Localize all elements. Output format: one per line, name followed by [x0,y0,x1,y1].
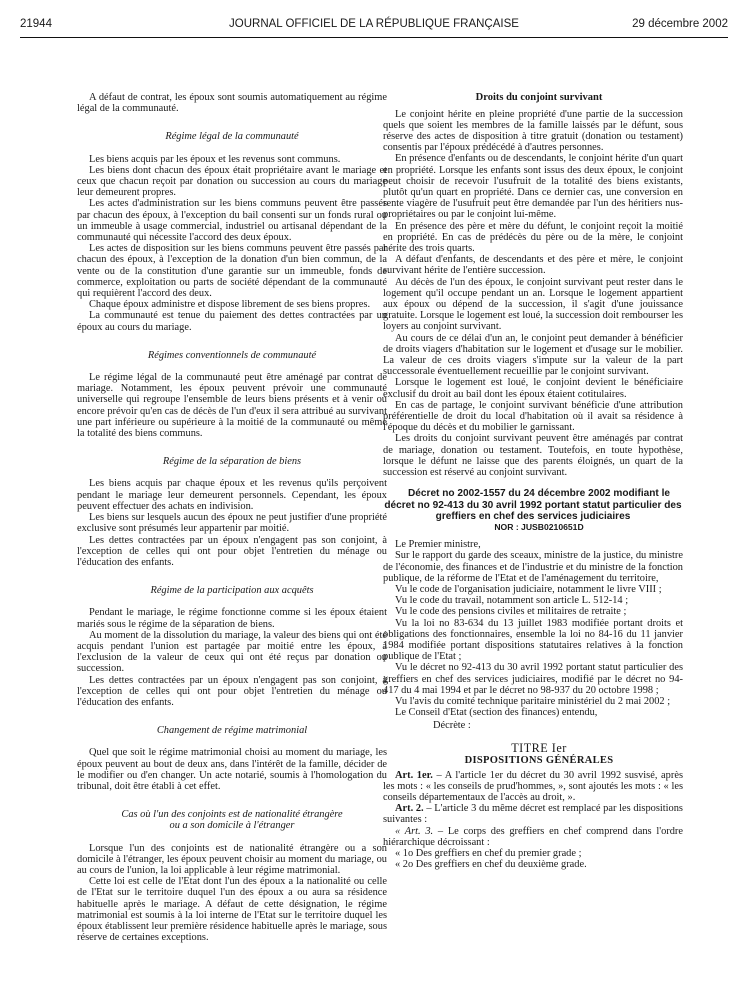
paragraph: Le Conseil d'Etat (section des finances) entendu, [395,707,598,719]
paragraph: En cas de partage, le conjoint survivant bénéficie d'une attribution préférentielle de droit du local d'habitation où il avait sa résidence à l'époque du décès et du mobilier le garnissant. [383,399,683,434]
page-number: 21944 [20,18,52,30]
article-label: « Art. 3. [395,825,434,837]
paragraph: Au cours de ce délai d'un an, le conjoint peut demander à bénéficier de droits viagers d'habitation sur le logement et d'usage sur le mobilier. La valeur de ces droits viagers s'impute sur la valeur de la part successorale éventuellement recueillie par le conjoint survivant. [383,332,683,378]
left-column [77,92,387,943]
paragraph: Quel que soit le régime matrimonial choisi au moment du mariage, les époux peuvent au bout de deux ans, dans l'intérêt de la famille, décider de le modifier ou d'en changer. Un acte notarié, soumis à l'homologation du tribunal, doit être établi à cet effet. [77,747,387,792]
section-heading: Régime de la séparation de biens [162,456,302,468]
vu-clause: Vu le décret no 92-413 du 30 avril 1992 portant statut particulier des greffiers en chef des services judiciaires, modifié par le décret no 94-417 du 4 mai 1994 et par le décret no 98-937 du 20 octobre 1998 ; [383,662,683,696]
paragraph: Le Premier ministre, [395,539,481,551]
paragraph: Sur le rapport du garde des sceaux, ministre de la justice, du ministre de l'économie, des finances et de l'industrie et du ministre de la fonction publique, de la réforme de l'Etat et de l'aménagement du territoire, [383,550,683,584]
paragraph: Les biens dont chacun des époux était propriétaire avant le mariage et ceux que chacun reçoit par donation ou succession au cours du mariage leur demeurent propres. [77,164,387,199]
vu-clause: Vu le code du travail, notamment son article L. 512-14 ; [395,595,629,607]
vu-clause: Vu la loi no 83-634 du 13 juillet 1983 modifiée portant droits et obligations des fonctionnaires, ensemble la loi no 84-16 du 11 janvier 1984 modifiée portant dispositions statutaires relatives à la fonction publique de l'Etat ; [383,617,683,663]
article-label: Art. 1er. [395,769,433,781]
decree-title: Décret no 2002-1557 du 24 décembre 2002 modifiant le décret no 92-413 du 30 avril 1992 portant statut particulier des greffiers en chef des services judiciaires [384,488,682,522]
paragraph: Les biens acquis par chaque époux et les revenus qu'ils perçoivent pendant le mariage leur demeurent personnels. Cependant, les époux peuvent effectuer des achats en indivision. [77,478,387,512]
paragraph: Le conjoint hérite en pleine propriété d'une partie de la succession quels que soient les membres de la famille laissés par le défunt, sous réserve des actes de disposition à titre gratuit (donation ou testament) consentis par l'époux prédécédé à d'autres personnes. [383,108,683,154]
article-label: Art. 2. [395,803,424,815]
paragraph: La communauté est tenue du paiement des dettes contractées par un époux au cours du mariage. [77,310,387,333]
section-heading-line2: ou a son domicile à l'étranger [169,820,295,832]
paragraph: Lorsque l'un des conjoints est de nationalité étrangère ou a son domicile à l'étranger, les époux peuvent choisir au moment du mariage, ou au cours de l'union, la loi applicable à leur régime matrimonial. [77,842,387,876]
publication-date: 29 décembre 2002 [632,18,728,30]
vu-clause: Vu le code des pensions civiles et militaires de retraite ; [395,606,627,618]
paragraph: Pendant le mariage, le régime fonctionne comme si les époux étaient mariés sous le régime de la séparation de biens. [77,607,387,630]
vu-clause: Vu le code de l'organisation judiciaire, notamment le livre VIII ; [395,583,662,595]
paragraph: Les dettes contractées par un époux n'engagent pas son conjoint, à l'exception de celles qui ont pour objet l'entretien du ménage ou l'éducation des enfants. [77,674,387,708]
titre-heading: TITRE Ier [511,740,567,755]
paragraph: Lorsque le logement est loué, le conjoint devient le bénéficiaire exclusif du droit au bail dont les époux étaient cotitulaires. [383,377,683,400]
article-3 [383,826,683,848]
section-heading: Régimes conventionnels de communauté [147,349,317,361]
paragraph: Les biens acquis par les époux et les revenus sont communs. [89,153,341,165]
decrete-label: Décrète : [433,720,471,732]
paragraph: Au décès de l'un des époux, le conjoint survivant peut rester dans le logement qu'il occupe pendant un an. Lorsque le logement appartient aux époux ou dépend de la succession, il s'agit d'une jouissance gratuite. Lorsque le logement est loué, la succession doit rembourser les loyers au conjoint survivant. [383,276,683,333]
paragraph: Les actes de disposition sur les biens communs peuvent être passés par chacun des époux, à l'exception de la donation d'un bien commun, de la vente ou de la constitution d'une garantie sur un immeuble, fonds de commerce, exploitation ou parts de société dépendant de la communauté qui requièrent l'accord des deux. [77,243,387,300]
paragraph: En présence d'enfants ou de descendants, le conjoint hérite d'un quart en propriété. Lorsque les enfants sont issus des deux époux, le conjoint peut choisir de recevoir l'usufruit de la totalité des biens existants, plutôt qu'un quart en propriété. Dans ce dernier cas, une conversion en rente viagère de l'usufruit peut être demandée par l'un des héritiers nus-propriétaires ou par le conjoint lui-même. [383,153,683,221]
paragraph: Les droits du conjoint survivant peuvent être aménagés par contrat de mariage, donation ou testament. Toutefois, en toute hypothèse, lorsque le défunt ne laisse que des parents éloignés, un quart de la succession est réservé au conjoint survivant. [383,433,683,478]
section-heading: Changement de régime matrimonial [156,725,308,737]
header-rule [20,37,728,38]
article-1 [383,770,683,804]
intro-paragraph: A défaut de contrat, les époux sont soumis automatiquement au régime légal de la communauté. [77,92,387,115]
list-item: « 1o Des greffiers en chef du premier grade ; [395,847,582,859]
article-text: – L'article 3 du même décret est remplacé par les dispositions suivantes : [383,803,683,826]
paragraph: En présence des père et mère du défunt, le conjoint reçoit la moitié en propriété. En cas de prédécès du père ou de la mère, le conjoint hérite des trois quarts. [383,220,683,254]
paragraph: Cette loi est celle de l'Etat dont l'un des époux a la nationalité ou celle de l'Etat sur le territoire duquel l'un des époux a ou aura sa résidence habituelle après le mariage. A défaut de cette désignation, le régime matrimonial est soumis à la loi interne de l'Etat sur le territoire duquel les époux établissent leur première résidence habituelle après le mariage, sous réserve de certaines exceptions. [77,876,387,944]
section-heading: Régime légal de la communauté [165,131,299,143]
paragraph: Les dettes contractées par un époux n'engagent pas son conjoint, à l'exception de celles qui ont pour objet l'entretien du ménage ou l'éducation des enfants. [77,534,387,568]
paragraph: Le régime légal de la communauté peut être aménagé par contrat de mariage. Notamment, les époux peuvent prévoir une communauté universelle qui regroupe l'ensemble de leurs biens présents et à venir ou encore prévoir qu'en cas de décès de l'un d'eux il sera attribué au survivant une part inférieure ou supérieure à la moitié de la communauté ou même la totalité des biens communs. [77,372,387,440]
page-header [20,18,728,36]
paragraph: A défaut d'enfants, de descendants et des père et mère, le conjoint survivant hérite de l'entière succession. [383,254,683,277]
article-2 [383,803,683,825]
nor-reference: NOR : JUSB0210651D [494,522,584,533]
paragraph: Chaque époux administre et dispose librement de ses biens propres. [89,299,371,311]
paragraph: Les actes d'administration sur les biens communs peuvent être passés par chacun des époux, à l'exception du bail consenti sur un fonds rural ou un immeuble à usage commercial, industriel ou artisanal dépendant de la communauté qui nécessite l'accord des deux époux. [77,198,387,244]
right-column [383,92,683,870]
list-item: « 2o Des greffiers en chef du deuxième grade. [395,859,587,871]
dispositions-heading: DISPOSITIONS GÉNÉRALES [464,754,614,766]
paragraph: Les biens sur lesquels aucun des époux ne peut justifier d'une propriété exclusive sont présumés leur appartenir par moitié. [77,512,387,535]
journal-title: JOURNAL OFFICIEL DE LA RÉPUBLIQUE FRANÇAISE [229,18,519,30]
paragraph: Au moment de la dissolution du mariage, la valeur des biens qui ont été acquis pendant l'union est partagée par moitié entre les époux, à l'exclusion de la valeur de ceux qui ont été reçus par donation ou succession. [77,629,387,675]
article-text: – A l'article 1er du décret du 30 avril 1992 susvisé, après les mots : « les conseils de prud'hommes, », sont ajoutés les mots : « les conseils départementaux de l'accès au droit, ». [383,769,683,803]
section-heading: Régime de la participation aux acquêts [150,585,314,597]
article-text: – Le corps des greffiers en chef comprend dans l'ordre hiérarchique décroissant : [383,825,684,848]
section-heading: Cas où l'un des conjoints est de nationalité étrangère [121,809,343,821]
vu-clause: Vu l'avis du comité technique paritaire ministériel du 2 mai 2002 ; [395,695,671,707]
section-heading: Droits du conjoint survivant [475,92,603,103]
